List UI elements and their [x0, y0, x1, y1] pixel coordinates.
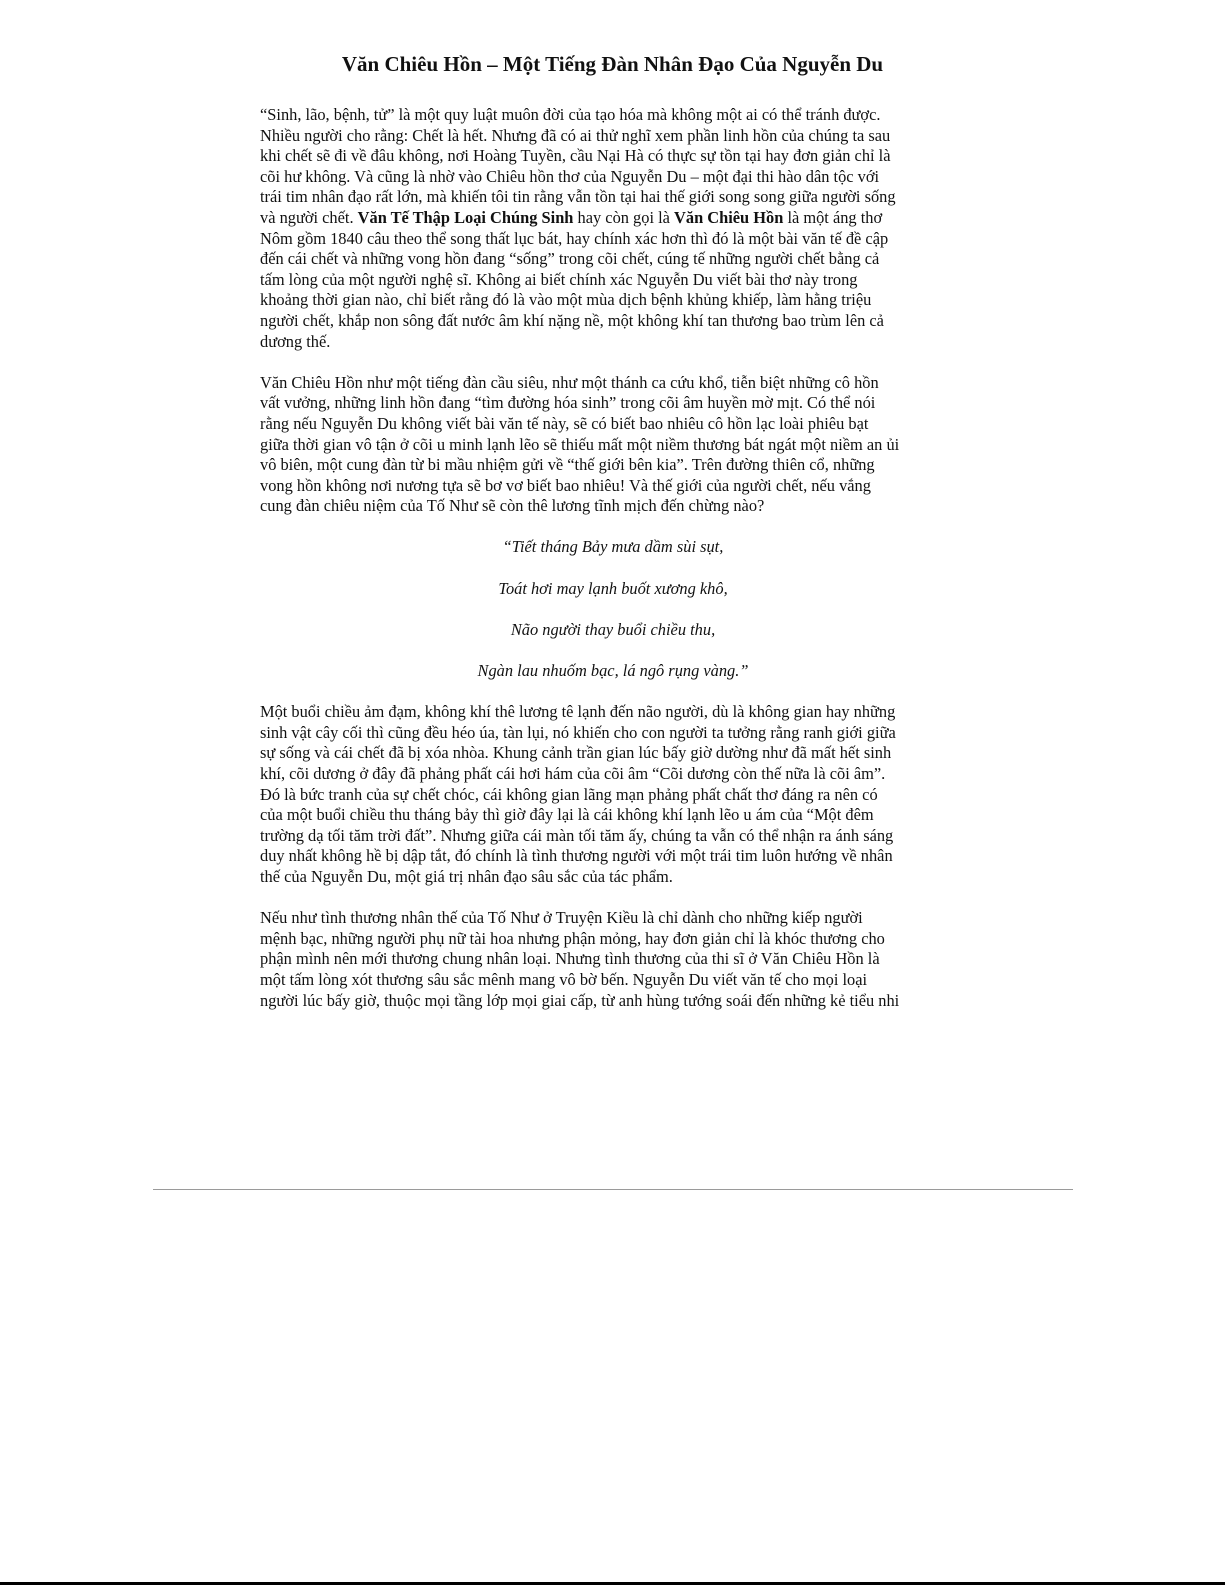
document-body [260, 105, 966, 1032]
paragraph-line: vất vưởng, những linh hồn đang “tìm đường hóa sinh” trong cõi âm huyền mờ mịt. Có thể nói [260, 393, 876, 413]
paragraph-line: Đó là bức tranh của sự chết chóc, cái không gian lãng mạn phảng phất chất thơ đáng ra nên có [260, 784, 878, 804]
poem-line: “Tiết tháng Bảy mưa dầm sùi sụt, [502, 537, 724, 557]
paragraph-line: một tấm lòng xót thương sâu sắc mênh mang vô bờ bến. Nguyễn Du viết văn tế cho mọi loại [260, 969, 868, 989]
paragraph-3 [260, 702, 966, 887]
paragraph-line: tấm lòng của một người nghệ sĩ. Không ai biết chính xác Nguyễn Du viết bài thơ này trong [260, 269, 858, 289]
paragraph-line: người lúc bấy giờ, thuộc mọi tầng lớp mọi giai cấp, từ anh hùng tướng soái đến những kẻ tiểu nhi [260, 990, 900, 1010]
paragraph-line: cõi hư không. Và cũng là nhờ vào Chiêu hồn thơ của Nguyễn Du – một đại thi hào dân tộc với [260, 166, 880, 186]
paragraph-line: của một buổi chiều thu tháng bảy thì giờ đây lại là cái không khí lạnh lẽo u ám của “Một đêm [260, 805, 874, 825]
poem-line: Não người thay buổi chiều thu, [510, 619, 716, 639]
paragraph-line: khoảng thời gian nào, chỉ biết rằng đó là vào một mùa dịch bệnh khủng khiếp, làm hằng triệu [260, 290, 872, 310]
poem-line: Ngàn lau nhuốm bạc, lá ngô rụng vàng.” [477, 661, 749, 681]
paragraph-line: thế của Nguyễn Du, một giá trị nhân đạo sâu sắc của tác phẩm. [260, 866, 673, 886]
paragraph-line: người chết, khắp non sông đất nước âm khí nặng nề, một không khí tan thương bao trùm lên cả [260, 310, 884, 330]
paragraph-line: trái tim nhân đạo rất lớn, mà khiến tôi tin rằng vẫn tồn tại hai thế giới song song giữa người sống [260, 187, 896, 207]
paragraph-line: cung đàn chiêu niệm của Tố Như sẽ còn thê lương tĩnh mịch đến chừng nào? [260, 496, 765, 516]
paragraph-line: Một buổi chiều ảm đạm, không khí thê lương tê lạnh đến não người, dù là không gian hay những [260, 702, 896, 722]
text-run: và người chết. [260, 207, 358, 227]
paragraph-line: vong hồn không nơi nương tựa sẽ bơ vơ biết bao nhiêu! Và thế giới của người chết, nếu vắng [260, 475, 871, 495]
paragraph-line: sự sống và cái chết đã bị xóa nhòa. Khung cảnh trần gian lúc bấy giờ dường như đã mất hết sinh [260, 743, 892, 763]
paragraph-line: vô biên, một cung đàn từ bi mầu nhiệm gửi về “thế giới bên kia”. Trên đường thiên cổ, những [260, 455, 875, 475]
page-divider [153, 1189, 1073, 1190]
paragraph-line [260, 208, 966, 229]
text-run: hay còn gọi là [573, 207, 675, 227]
paragraph-4 [260, 908, 966, 1011]
bold-work-title: Văn Chiêu Hồn [674, 207, 784, 227]
paragraph-line: “Sinh, lão, bệnh, tử” là một quy luật muôn đời của tạo hóa mà không một ai có thể tránh được. [260, 105, 881, 124]
paragraph-line: duy nhất không hề bị dập tắt, đó chính là tình thương người với một trái tim luôn hướng về nhân [260, 846, 893, 866]
paragraph-line: giữa thời gian vô tận ở cõi u minh lạnh lẽo sẽ thiếu mất một niềm thương bát ngát một niềm an ủi [260, 434, 900, 454]
paragraph-line: Nếu như tình thương nhân thế của Tố Như ở Truyện Kiều là chỉ dành cho những kiếp người [260, 908, 863, 928]
paragraph-line: Nhiều người cho rằng: Chết là hết. Nhưng đã có ai thử nghĩ xem phần linh hồn của chúng ta sau [260, 125, 891, 145]
paragraph-line: dương thế. [260, 331, 331, 351]
paragraph-line: đến cái chết và những vong hồn đang “sống” trong cõi chết, cúng tế những người chết bằng cả [260, 249, 880, 269]
page-title: Văn Chiêu Hồn – Một Tiếng Đàn Nhân Đạo Của Nguyễn Du [341, 52, 884, 76]
paragraph-2 [260, 373, 966, 517]
paragraph-line: khí, cõi dương ở đây đã phảng phất cái hơi hám của cõi âm “Cõi dương còn thế nữa là cõi âm”. [260, 764, 886, 783]
bold-work-title: Văn Tế Thập Loại Chúng Sinh [357, 207, 574, 227]
text-run: là một áng thơ [783, 207, 883, 227]
poem-line: Toát hơi may lạnh buốt xương khô, [498, 578, 728, 598]
paragraph-line: rằng nếu Nguyễn Du không viết bài văn tế này, sẽ có biết bao nhiêu cô hồn lạc loài phiêu bạt [260, 413, 869, 433]
paragraph-line: khi chết sẽ đi về đâu không, nơi Hoàng Tuyền, cầu Nại Hà có thực sự tồn tại hay đơn giản chỉ là [260, 146, 891, 166]
paragraph-line: Văn Chiêu Hồn như một tiếng đàn cầu siêu, như một thánh ca cứu khổ, tiễn biệt những cô hồn [260, 372, 879, 392]
paragraph-1 [260, 105, 966, 352]
paragraph-line: mệnh bạc, những người phụ nữ tài hoa nhưng phận mỏng, hay đơn giản chỉ là khóc thương cho [260, 928, 885, 948]
paragraph-line: phận mình nên mới thương chung nhân loại. Nhưng tình thương của thi sĩ ở Văn Chiêu Hồn là [260, 949, 880, 969]
poem-quote [260, 537, 966, 681]
paragraph-line: trường dạ tối tăm trời đất”. Nhưng giữa cái màn tối tăm ấy, chúng ta vẫn có thể nhận ra ánh sáng [260, 825, 894, 845]
paragraph-line: sinh vật cây cối thì cũng đều héo úa, tàn lụi, nó khiến cho con người ta tưởng rằng ranh giới giữa [260, 722, 896, 742]
paragraph-line: Nôm gồm 1840 câu theo thể song thất lục bát, hay chính xác hơn thì đó là một bài văn tế đề cập [260, 228, 889, 248]
